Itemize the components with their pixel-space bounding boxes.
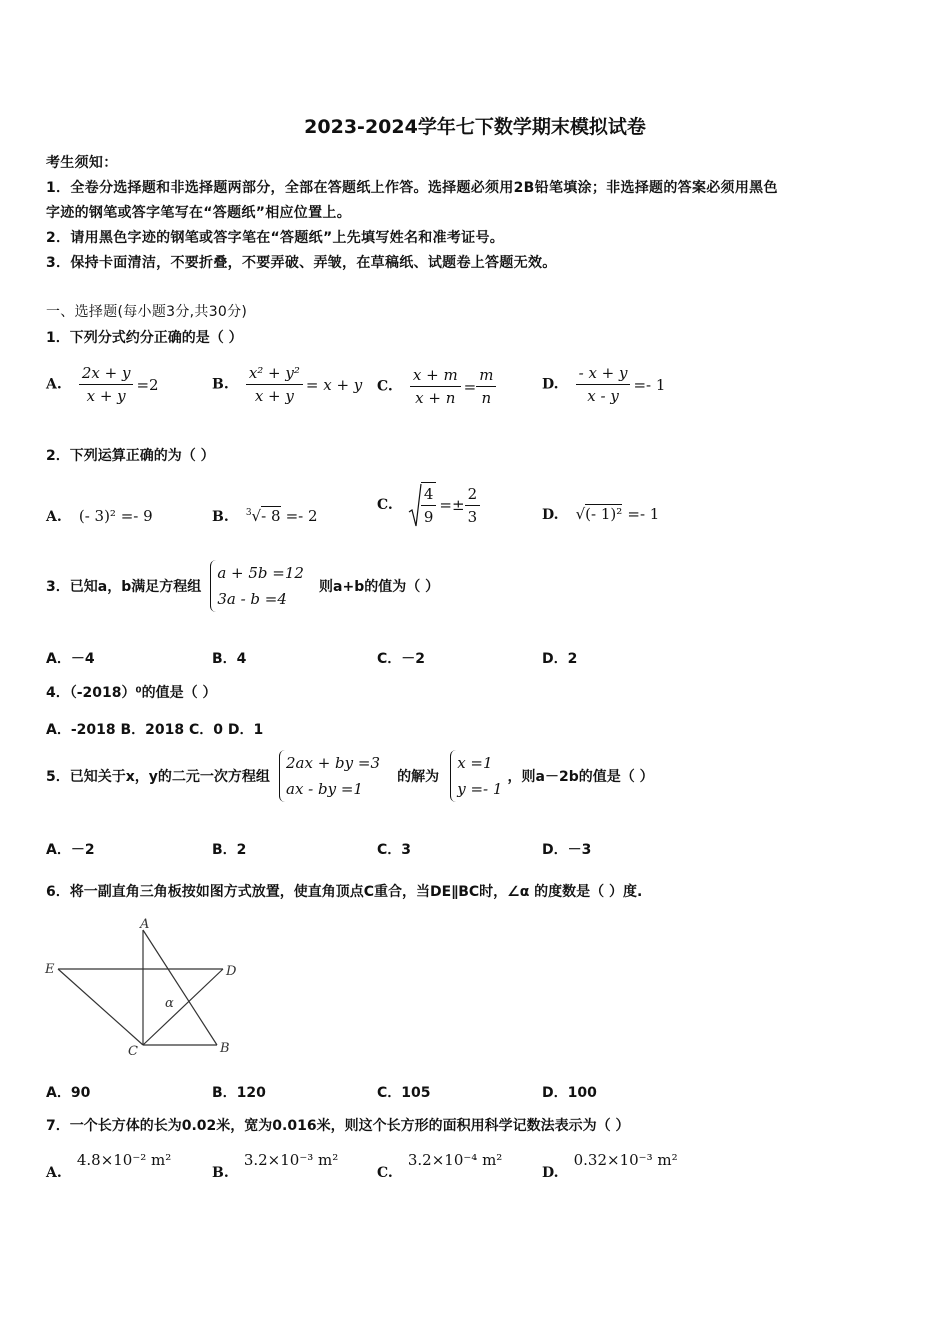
label-d: D — [226, 964, 237, 979]
q1-option-a[interactable]: A. $\frac{2x + y}{x + y}$ =2 — [46, 364, 159, 405]
notice-line-1b: 字迹的钢笔或答字笔写在“答题纸”相应位置上。 — [46, 205, 352, 221]
q6-option-b[interactable]: B．120 — [212, 1085, 266, 1101]
notice-heading: 考生须知： — [46, 155, 118, 171]
q5-option-d[interactable]: D．－3 — [542, 842, 592, 858]
label-alpha: α — [165, 996, 174, 1011]
q6-option-d[interactable]: D．100 — [542, 1085, 597, 1101]
notice-line-2: 2．请用黑色字迹的钢笔或答字笔在“答题纸”上先填写姓名和准考证号。 — [46, 230, 505, 246]
q1-option-c[interactable]: C. $\frac{x + m}{x + n}$ = $\frac{m}{n}$ — [377, 364, 496, 409]
q4-stem: 4．（-2018）⁰的值是（ ） — [46, 685, 217, 701]
q7-option-c[interactable]: C. 3.2×10⁻⁴ m² — [377, 1151, 503, 1181]
q2-stem: 2．下列运算正确的为（ ） — [46, 448, 215, 464]
q3-option-a[interactable]: A．－4 — [46, 651, 95, 667]
notice-line-3: 3．保持卡面清洁，不要折叠，不要弄破、弄皱，在草稿纸、试题卷上答题无效。 — [46, 255, 557, 271]
q5-solution-system: x =1 y =- 1 — [450, 750, 502, 802]
q3-option-c[interactable]: C．－2 — [377, 651, 426, 667]
q6-option-c[interactable]: C．105 — [377, 1085, 431, 1101]
q1-stem: 1．下列分式约分正确的是（ ） — [46, 330, 243, 346]
q7-option-d[interactable]: D. 0.32×10⁻³ m² — [542, 1151, 678, 1181]
segment-dc — [143, 969, 223, 1045]
q3-equation-system: a + 5b =12 3a - b =4 — [210, 560, 304, 612]
q1-option-d[interactable]: D. $\frac{- x + y}{x - y}$ =- 1 — [542, 364, 666, 405]
q4-options[interactable]: A．-2018 B．2018 C．0 D．1 — [46, 722, 264, 738]
q2-option-a[interactable]: A. (- 3)² =- 9 — [46, 507, 153, 525]
q7-option-a[interactable]: A. 4.8×10⁻² m² — [46, 1151, 172, 1181]
q5-option-c[interactable]: C．3 — [377, 842, 412, 858]
q3-option-d[interactable]: D．2 — [542, 651, 578, 667]
q5-option-b[interactable]: B．2 — [212, 842, 247, 858]
page-title: 2023-2024学年七下数学期末模拟试卷 — [304, 116, 646, 138]
q5-option-a[interactable]: A．－2 — [46, 842, 95, 858]
q2-option-c[interactable]: C. $\frac{4}{9}$ =± $\frac{2}{3}$ — [377, 482, 480, 528]
q6-stem: 6．将一副直角三角板按如图方式放置，使直角顶点C重合，当DE∥BC时，∠α 的度数是（ ）度. — [46, 884, 643, 900]
label-b: B — [220, 1041, 230, 1056]
q3-stem-row: 3．已知a，b满足方程组 a + 5b =12 3a - b =4 则a+b的值为（ ） — [46, 560, 439, 612]
label-e: E — [45, 962, 55, 977]
q6-option-a[interactable]: A．90 — [46, 1085, 91, 1101]
q7-option-b[interactable]: B. 3.2×10⁻³ m² — [212, 1151, 339, 1181]
label-c: C — [128, 1044, 138, 1059]
q1-option-b[interactable]: B. $\frac{\text{x² + y²}}{x + y}$ = x + y — [212, 364, 363, 405]
q7-stem: 7．一个长方体的长为0.02米，宽为0.016米，则这个长方形的面积用科学记数法表示为（ ） — [46, 1118, 630, 1134]
segment-ab — [143, 930, 217, 1045]
q5-equation-system: 2ax + by =3 ax - by =1 — [279, 750, 380, 802]
notice-line-1a: 1．全卷分选择题和非选择题两部分，全部在答题纸上作答。选择题必须用2B铅笔填涂；非选择题的答案必须用黑色 — [46, 180, 778, 196]
label-a: A — [140, 917, 150, 932]
q3-option-b[interactable]: B．4 — [212, 651, 247, 667]
q2-option-d[interactable]: D. √(- 1)² =- 1 — [542, 505, 660, 523]
q5-stem-row: 5．已知关于x，y的二元一次方程组 2ax + by =3 ax - by =1 的解为 x =1 y =- 1 ，则a－2b的值是（ ） — [46, 750, 654, 802]
q6-triangle-figure — [40, 915, 250, 1065]
section-heading: 一、选择题(每小题3分,共30分) — [46, 304, 248, 320]
segment-ec — [58, 969, 143, 1045]
q2-option-b[interactable]: B. $^3$√- 8 =- 2 — [212, 507, 318, 525]
